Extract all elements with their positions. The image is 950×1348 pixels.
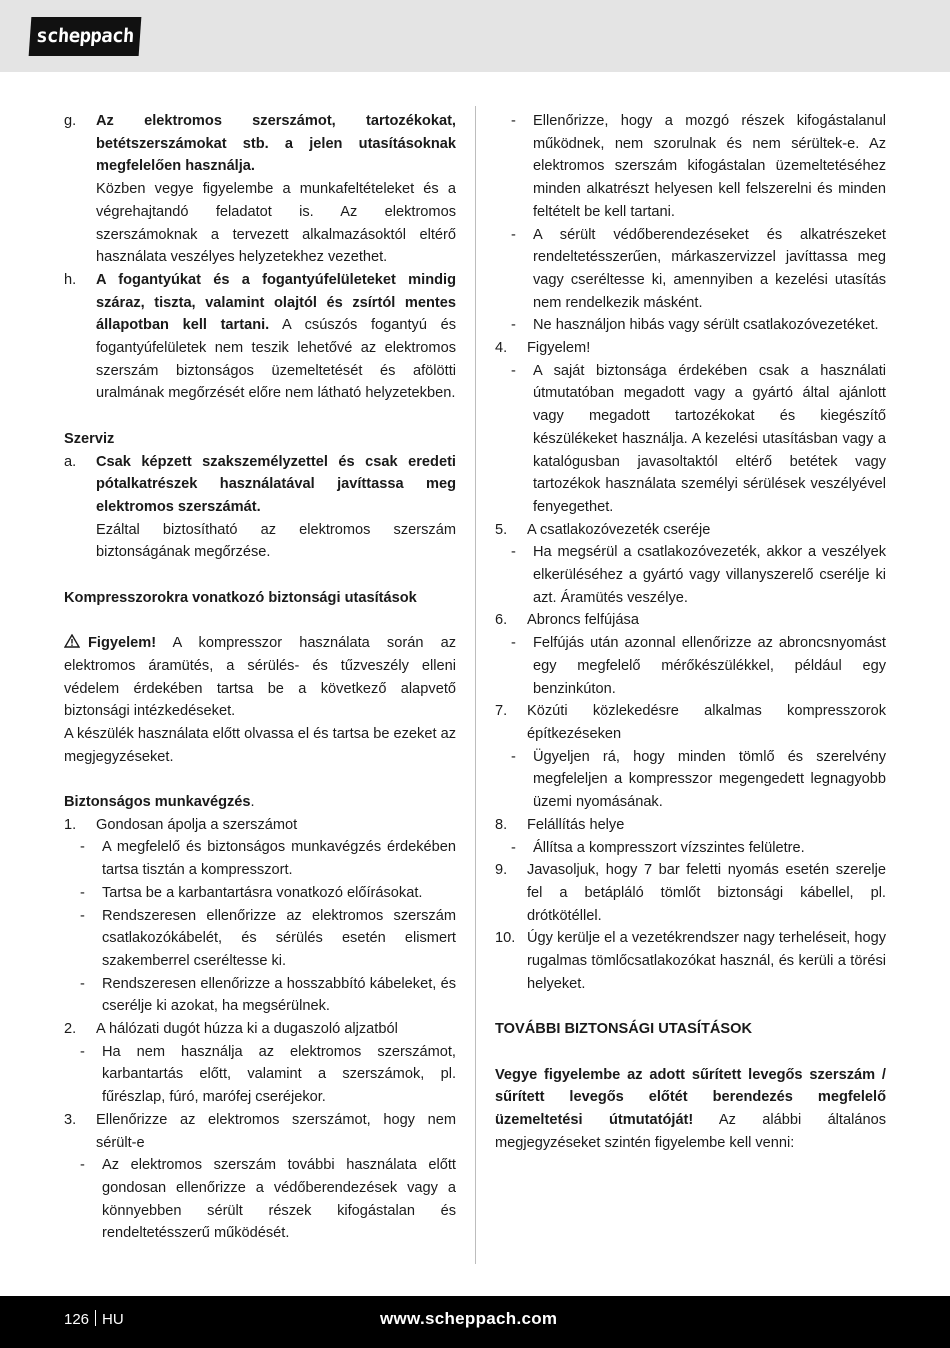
service-heading: Szerviz xyxy=(64,430,115,447)
list-item: - Ha nem használja az elektromos szerszámot, karbantartás előtt, valamint a szerszámok, pl. fűrészlap, fúró, marófej cseréjekor. xyxy=(80,1043,456,1106)
list-item: - Állítsa a kompresszort vízszintes felületre. xyxy=(511,839,805,856)
compressor-heading: Kompresszorokra vonatkozó biztonsági utasítások xyxy=(64,589,417,606)
list-item: - A megfelelő és biztonságos munkavégzés érdekében tartsa tisztán a kompresszort. xyxy=(80,839,456,879)
item-title: A csatlakozóvezeték cseréje xyxy=(527,521,711,538)
list-item: - A saját biztonsága érdekében csak a használati útmutatóban megadott vagy a gyártó által ajánlott vagy megadott tartozékokat és kiegészítő készülékeket használja. A kezelési utasításban vagy a katalógusban javasoltaktól eltérő betétek vagy tartozékok használata személyi sérülések veszélyével fenyegethet. xyxy=(511,362,886,515)
further-heading: TOVÁBBI BIZTONSÁGI UTASÍTÁSOK xyxy=(495,1021,753,1038)
list-item: - Ha megsérül a csatlakozóvezeték, akkor a veszélyek elkerüléséhez a gyártó vagy villanyszerelő cserélje ki azt. Áramütés veszélye. xyxy=(511,544,886,606)
item-title: Figyelem! xyxy=(527,340,591,357)
list-item: - Rendszeresen ellenőrizze az elektromos szerszám csatlakozókábelét, és sérülés esetén elismert szakemberrel cseréltesse ki. xyxy=(80,907,456,969)
warning-label: Figyelem! xyxy=(88,635,157,652)
safe-heading: Biztonságos munkavégzés. xyxy=(64,794,255,811)
item-text: Úgy kerülje el a vezetékrendszer nagy terheléseit, hogy rugalmas tömlőcsatlakozókat használ, és kerüli a törési helyeket. xyxy=(527,930,886,992)
warning-paragraph-2: A készülék használata előtt olvassa el és tartsa be ezeket az megjegyzéseket. xyxy=(64,725,456,765)
item-text: Ezáltal biztosítható az elektromos szerszám biztonságának megőrzése. xyxy=(96,521,456,561)
final-text: Az alábbi általános megjegyzéseket szintén figyelembe kell venni: xyxy=(495,1111,886,1151)
item-label: 9. xyxy=(495,862,508,879)
item-label: g. xyxy=(64,113,77,129)
item-label: 6. xyxy=(495,612,508,629)
item-label: a. xyxy=(64,453,77,470)
list-item: - A sérült védőberendezéseket és alkatrészeket rendeltetésszerűen, márkaszervizzel javíttassa meg vagy cseréltesse ki, amennyiben a kezelési utasítás nem rendelkezik másként. xyxy=(511,226,886,311)
list-item: - Tartsa be a karbantartásra vonatkozó előírásokat. xyxy=(80,884,423,901)
item-bold-text: Csak képzett szakszemélyzettel és csak eredeti pótalkatrészek használatával javíttassa meg elektromos szerszámát. xyxy=(96,453,456,515)
item-text: A csúszós fogantyú és fogantyúfelületek nem teszik lehetővé az elektromos szerszám biztonságos üzemeltetését és afölötti uralmának megőrzését előre nem látható helyzetekben. xyxy=(96,317,456,402)
final-paragraph xyxy=(495,1064,886,1155)
item-6 xyxy=(495,609,886,632)
item-2 xyxy=(64,1018,456,1041)
warning-text: A kompresszor használata során az elektromos áramütés, a sérülés- és tűzveszély elleni védelem érdekében tartsa be a következő alapvető biztonsági intézkedéseket. xyxy=(64,635,456,720)
brand-logo: scheppach xyxy=(29,17,142,56)
item-label: 8. xyxy=(495,816,508,833)
item-9 xyxy=(495,859,886,927)
item-title: Közúti közlekedésre alkalmas kompresszorok építkezéseken xyxy=(527,703,886,742)
warning-paragraph xyxy=(64,632,456,723)
right-column xyxy=(495,110,886,1154)
item-4 xyxy=(495,337,886,360)
item-10 xyxy=(495,927,886,995)
item-h xyxy=(64,269,456,405)
warning-triangle-icon xyxy=(64,634,80,648)
item-title: Ellenőrizze az elektromos szerszámot, hogy nem sérült-e xyxy=(96,1111,456,1151)
page-number: 126 HU xyxy=(64,1311,124,1328)
item-text: Közben vegye figyelembe a munkafeltételeket és a végrehajtandó feladatot is. Az elektromos szerszámoknak a tervezett alkalmazásoktól eltérő használata veszélyes helyzetekhez vezethet. xyxy=(96,181,456,266)
list-item: - Az elektromos szerszám további használata előtt gondosan ellenőrizze a védőberendezések vagy a könnyebben sérült részek kifogástalan és rendeltetésszerű működését. xyxy=(80,1157,456,1242)
item-title: A hálózati dugót húzza ki a dugaszoló aljzatból xyxy=(96,1021,398,1038)
website-url: www.scheppach.com xyxy=(380,1309,558,1328)
final-bold-text: Vegye figyelembe az adott sűrített levegős szerszám / sűrített levegős előtét berendezés megfelelő üzemeltetési útmutatóját! xyxy=(495,1066,886,1128)
left-column xyxy=(64,110,456,1245)
list-item: - Rendszeresen ellenőrizze a hosszabbító kábeleket, és cserélje ki azokat, ha megsérülnek. xyxy=(80,975,456,1015)
list-item: - Ellenőrizze, hogy a mozgó részek kifogástalanul működnek, nem szorulnak és nem sérültek-e. Az elektromos szerszám kifogástalan üzemeltetéséhez minden alkatrészt helyesen kell felszerelni és minden feltételt be kell tartani. xyxy=(511,113,886,220)
item-g xyxy=(64,110,456,269)
item-label: 4. xyxy=(495,340,508,357)
item-8 xyxy=(495,814,886,837)
list-item: - Felfújás után azonnal ellenőrizze az abroncsnyomást egy megfelelő mérőkészülékkel, például egy benzinkúton. xyxy=(511,635,886,697)
item-bold-text: Az elektromos szerszámot, tartozékokat, betétszerszámokat stb. a jelen utasításoknak megfelelően használja. xyxy=(96,113,456,175)
item-bold-text: A fogantyúkat és a fogantyúfelületeket mindig száraz, tiszta, valamint olajtól és zsírtól mentes állapotban kell tartani. xyxy=(96,271,456,334)
item-5 xyxy=(495,519,886,542)
column-divider xyxy=(475,106,476,1264)
item-a xyxy=(64,451,456,565)
item-3 xyxy=(64,1109,456,1154)
footer-bar xyxy=(0,1296,950,1348)
item-label: h. xyxy=(64,271,77,288)
item-label: 5. xyxy=(495,521,508,538)
list-item: - Ne használjon hibás vagy sérült csatlakozóvezetéket. xyxy=(511,317,879,334)
item-text: Javasoljuk, hogy 7 bar feletti nyomás esetén szerelje fel a betápláló tömlőt biztonsági kábellel, pl. drótkötéllel. xyxy=(527,862,886,924)
item-7 xyxy=(495,700,886,745)
page-separator xyxy=(95,1310,96,1326)
header-bar xyxy=(0,0,950,72)
item-label: 3. xyxy=(64,1111,77,1128)
item-label: 2. xyxy=(64,1021,77,1038)
language-code: HU xyxy=(102,1311,124,1328)
item-label: 7. xyxy=(495,703,508,720)
item-title: Abroncs felfújása xyxy=(527,612,639,629)
item-label: 1. xyxy=(64,816,77,833)
item-label: 10. xyxy=(495,930,516,947)
list-item: - Ügyeljen rá, hogy minden tömlő és szerelvény megfeleljen a kompresszor megengedett legnagyobb üzemi nyomásának. xyxy=(511,748,886,811)
item-title: Gondosan ápolja a szerszámot xyxy=(96,816,298,833)
item-1 xyxy=(64,814,456,837)
item-title: Felállítás helye xyxy=(527,816,625,833)
